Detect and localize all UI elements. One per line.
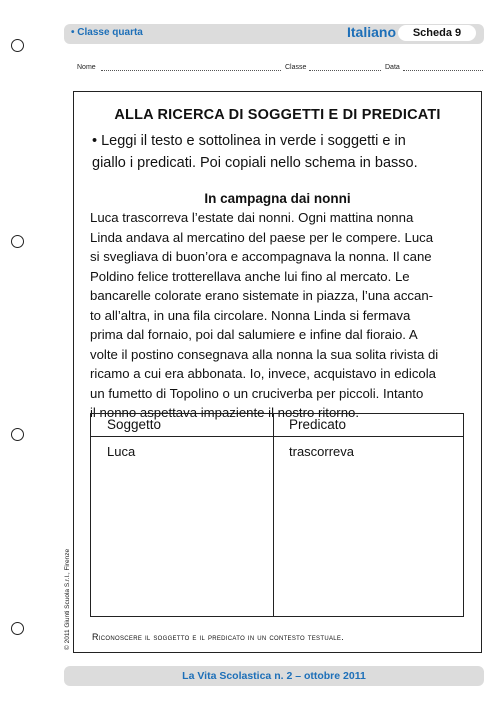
story-text <box>90 208 471 423</box>
learning-objective: Riconoscere il soggetto e il predicato in un contesto testuale. <box>92 632 344 642</box>
instruction-line: giallo i predicati. Poi copiali nello schema in basso. <box>92 155 418 171</box>
class-label: • Classe quarta <box>71 27 143 38</box>
subject-predicate-table <box>90 413 464 617</box>
table-header-rule <box>91 436 463 437</box>
story-line: un fumetto di Topolino o un cruciverba per piccoli. Intanto <box>90 385 424 401</box>
footer-bar: La Vita Scolastica n. 2 – ottobre 2011 <box>64 666 484 686</box>
binder-hole <box>11 622 24 635</box>
exercise-box <box>73 91 482 653</box>
binder-hole <box>11 428 24 441</box>
table-cell-predicate[interactable]: trascorreva <box>289 444 355 459</box>
class-field-label: Classe <box>285 64 307 71</box>
table-divider <box>273 414 274 616</box>
binder-hole <box>11 235 24 248</box>
sheet-number: Scheda 9 <box>398 25 476 41</box>
name-label: Nome <box>77 64 96 71</box>
story-line: volte il postino consegnava alla nonna la sua solita rivista di <box>90 346 439 362</box>
story-line: prima dal fornaio, poi dal salumiere e infine dal fioraio. A <box>90 327 418 342</box>
table-cell-subject[interactable]: Luca <box>107 444 136 459</box>
name-field[interactable] <box>101 70 281 71</box>
story-line: si svegliava di buon’ora e accompagnava la nonna. Il cane <box>90 249 432 264</box>
instruction <box>92 130 459 174</box>
copyright-note: © 2011 Giunti Scuola S.r.l., Firenze <box>64 548 71 650</box>
story-title: In campagna dai nonni <box>204 191 351 206</box>
date-field[interactable] <box>403 70 483 71</box>
column-header-subject: Soggetto <box>107 417 162 432</box>
class-field[interactable] <box>309 70 381 71</box>
subject-label: Italiano <box>347 24 397 40</box>
story-line: to all’altra, in una fila circolare. Nonna Linda si fermava <box>90 307 411 323</box>
story-line: Poldino felice trotterellava anche lui fino al mercato. Le <box>90 268 410 284</box>
date-label: Data <box>385 64 400 71</box>
story-line: bancarelle colorate erano sistemate in piazza, l’una accan- <box>90 288 434 303</box>
worksheet-title: ALLA RICERCA DI SOGGETTI E DI PREDICATI <box>114 107 441 123</box>
column-header-predicate: Predicato <box>289 417 347 432</box>
story-line: Linda andava al mercatino del paese per le compere. Luca <box>90 229 434 245</box>
student-info-line <box>77 64 484 76</box>
story-line: Luca trascorreva l’estate dai nonni. Ogni mattina nonna <box>90 210 414 225</box>
binder-hole <box>11 39 24 52</box>
instruction-line: • Leggi il testo e sottolinea in verde i soggetti e in <box>92 133 406 149</box>
story-line: il nonno aspettava impaziente il nostro ritorno. <box>90 405 360 420</box>
story-line: ricamo a cui era abbonata. Io, invece, acquistavo in edicola <box>90 366 437 381</box>
